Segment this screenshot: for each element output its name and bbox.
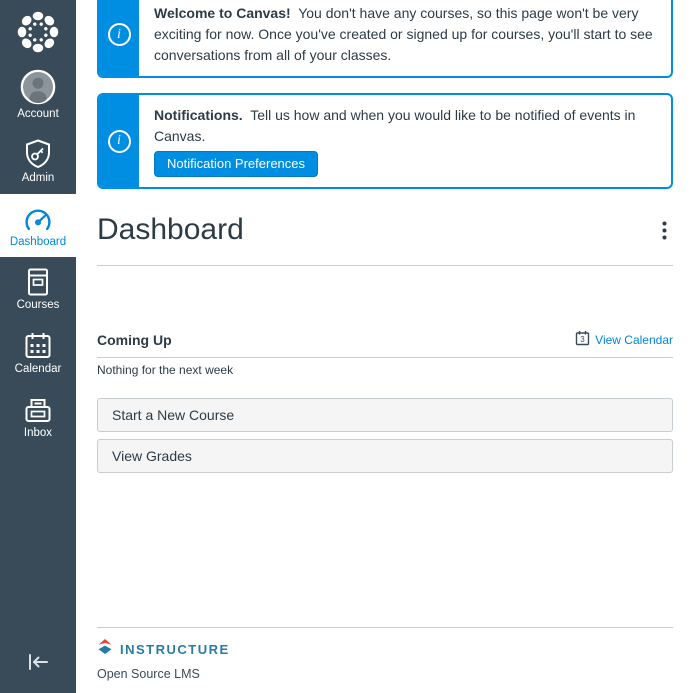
footer-tagline: Open Source LMS (97, 667, 200, 681)
instructure-logo-icon (97, 638, 113, 660)
page-header (97, 213, 673, 251)
sidebar-item-calendar[interactable] (0, 321, 76, 385)
alert-body: Tell us how and when you would like to be notified of events in Canvas. (154, 107, 636, 144)
divider (97, 627, 673, 628)
sidebar-item-label: Calendar (14, 363, 62, 376)
alert-body: You don't have any courses, so this page won't be very exciting for now. Once you've created or signed up for courses, you'll start to see conversations from all of your classes. (154, 5, 653, 63)
canvas-logo-icon (15, 9, 61, 55)
info-icon: i (108, 130, 131, 153)
start-new-course-button[interactable]: Start a New Course (97, 398, 673, 432)
sidebar-item-inbox[interactable] (0, 385, 76, 449)
alert-text (154, 105, 653, 147)
alert-title: Welcome to Canvas! (154, 5, 291, 21)
notification-preferences-button[interactable]: Notification Preferences (154, 151, 318, 177)
dashboard-options-button[interactable] (656, 213, 673, 251)
calendar-icon (23, 328, 53, 361)
main-content (76, 0, 694, 693)
account-icon (19, 73, 57, 106)
admin-icon (22, 137, 54, 170)
mini-calendar-day: 3 (580, 335, 585, 344)
sidebar-item-account[interactable] (0, 66, 76, 130)
view-grades-button[interactable]: View Grades (97, 439, 673, 473)
canvas-logo[interactable] (15, 0, 61, 66)
coming-up-header (97, 330, 673, 349)
global-nav-sidebar (0, 0, 76, 693)
welcome-alert (97, 0, 673, 78)
view-calendar-label: View Calendar (595, 332, 673, 347)
page-title: Dashboard (97, 213, 244, 246)
sidebar-item-label: Account (17, 108, 59, 120)
sidebar-item-dashboard[interactable] (0, 194, 76, 258)
divider (97, 357, 673, 358)
inbox-icon (23, 392, 53, 425)
alert-stripe (99, 95, 139, 187)
info-icon: i (108, 23, 131, 46)
alert-text (154, 3, 653, 66)
page-footer (97, 627, 673, 693)
coming-up-title: Coming Up (97, 331, 172, 348)
alert-title: Notifications. (154, 107, 243, 123)
collapse-arrow-icon (24, 662, 52, 677)
notifications-alert (97, 93, 673, 189)
coming-up-empty-text: Nothing for the next week (97, 363, 234, 377)
instructure-brand-name: INSTRUCTURE (120, 641, 230, 657)
sidebar-item-label: Inbox (23, 426, 53, 439)
mini-calendar-icon (575, 330, 590, 349)
sidebar-item-label: Dashboard (9, 235, 67, 248)
sidebar-item-label: Admin (21, 171, 55, 184)
view-calendar-link[interactable] (575, 330, 673, 349)
collapse-sidebar-button[interactable] (24, 650, 52, 693)
sidebar-item-label: Courses (16, 299, 60, 312)
sidebar-item-courses[interactable] (0, 257, 76, 321)
divider (97, 265, 673, 266)
dashboard-icon (21, 201, 55, 234)
courses-icon (24, 264, 52, 297)
sidebar-item-admin[interactable] (0, 130, 76, 194)
kebab-menu-icon (662, 228, 667, 243)
instructure-brand[interactable] (97, 638, 673, 660)
alert-stripe (99, 0, 139, 76)
